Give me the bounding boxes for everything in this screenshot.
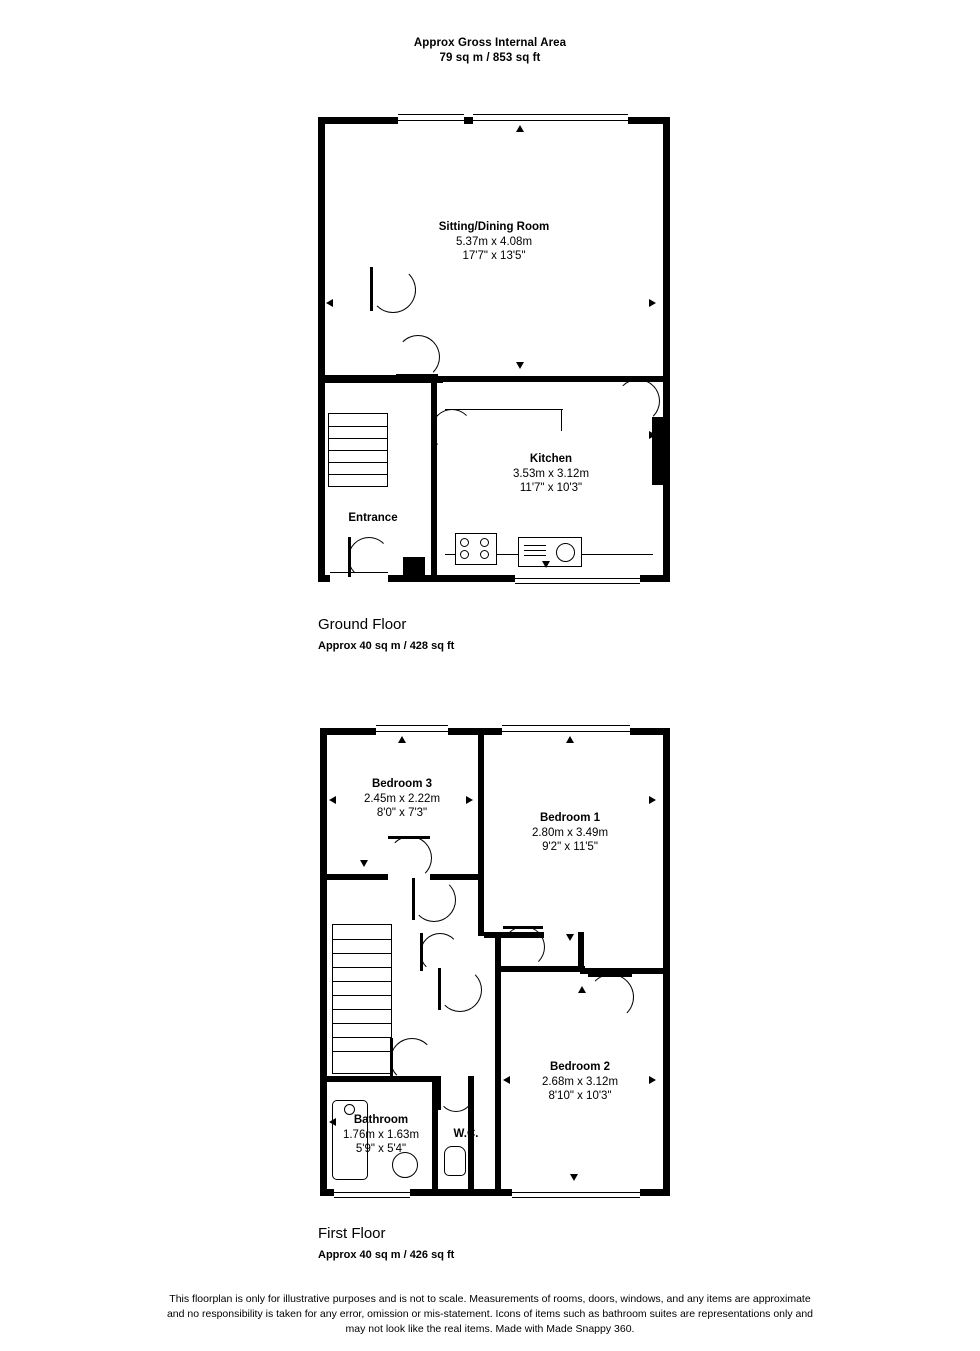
ff-door-landing-upper-leaf (412, 878, 415, 920)
ff-door-bedroom2 (588, 974, 634, 1020)
ff-door-landing-lower (438, 968, 482, 1012)
gf-kitchen-counter-right (561, 409, 562, 431)
ff-room-name: Bedroom 2 (549, 1061, 611, 1073)
ff-stair-step (333, 995, 391, 996)
first-floor-title: First Floor (318, 1225, 386, 1242)
first-floor-subtitle: Approx 40 sq m / 426 sq ft (318, 1249, 455, 1261)
ff-door-bedroom3 (388, 836, 432, 880)
ff-room-metric: 2.45m x 2.22m (363, 792, 441, 805)
gf-staircase (328, 413, 388, 487)
ff-door-bedroom1 (503, 926, 545, 968)
gf-stair-step (329, 450, 387, 451)
ff-wall-bed1-left (478, 878, 484, 936)
gf-room-metric: 3.53m x 3.12m (512, 467, 590, 480)
gf-window-kitchen-line (515, 578, 640, 579)
gf-stair-step (329, 438, 387, 439)
gf-kitchen-drainer-2 (524, 550, 546, 551)
gf-kitchen-drainer-3 (524, 555, 546, 556)
ff-room-name: Bathroom (353, 1114, 409, 1126)
gf-wall-left-lower (318, 382, 325, 582)
ff-stair-step (333, 953, 391, 954)
ff-door-landing-lower-leaf (438, 968, 441, 1010)
ff-room-imperial: 8'10" x 10'3" (548, 1090, 612, 1102)
gf-door-back (616, 379, 660, 423)
ff-window-bottom-left-line (334, 1192, 410, 1193)
gf-door-sitting-to-hall-leaf (370, 267, 373, 311)
gf-arrow-kitchen-bottom (542, 561, 550, 568)
ff-window-bottom-left-sill (334, 1197, 410, 1198)
gf-door-back-leaf (616, 379, 658, 382)
gf-wall-kitchen-right-notch (652, 417, 663, 485)
gross-area-value: 79 sq m / 853 sq ft (439, 52, 541, 64)
ff-stair-step (333, 1051, 391, 1052)
ff-door-bedroom3-leaf (388, 836, 430, 839)
gf-window-top-right-sill (473, 114, 628, 115)
ff-stair-step (333, 967, 391, 968)
ff-door-cupboard (420, 933, 460, 973)
ff-window-top-right-sill (502, 725, 630, 726)
ff-stair-step (333, 981, 391, 982)
ff-room-metric: 2.68m x 3.12m (541, 1075, 619, 1088)
gf-kitchen-sink-bowl (556, 543, 575, 562)
ff-stair-step (333, 939, 391, 940)
ff-window-bottom-right-line (512, 1192, 640, 1193)
disclaimer-line-1: This floorplan is only for illustrative purposes and is not to scale. Measurements of rooms, doors, windows, and any items are approximate (169, 1293, 811, 1305)
gf-front-door-leaf (348, 537, 351, 577)
gf-wall-right (663, 117, 670, 582)
ff-stair-step (333, 1009, 391, 1010)
gf-door-hall-kitchen (431, 409, 473, 451)
gf-window-kitchen-sill (515, 583, 640, 584)
gf-room-name: Sitting/Dining Room (438, 221, 550, 233)
ff-arrow-bed3-top (398, 736, 406, 743)
ff-room-metric: 1.76m x 1.63m (342, 1128, 420, 1141)
ff-staircase (332, 924, 392, 1074)
disclaimer-line-2: and no responsibility is taken for any error, omission or mis-statement. Icons of items such as bathroom suites are representations only and (166, 1308, 814, 1320)
gross-area-header (0, 36, 980, 66)
gf-hob-burner-3 (460, 550, 469, 559)
ff-door-wc-leaf (438, 1076, 441, 1110)
gross-area-label: Approx Gross Internal Area (413, 37, 567, 49)
ff-stair-step (333, 1023, 391, 1024)
gf-hob-burner-4 (480, 550, 489, 559)
gf-stair-step (329, 474, 387, 475)
gf-room-imperial: 17'7" x 13'5" (462, 250, 526, 262)
ff-room-imperial: 5'9" x 5'4" (355, 1143, 407, 1155)
gf-kitchen-counter-top (445, 409, 563, 410)
gf-arrow-sitting-right (649, 299, 656, 307)
disclaimer-line-3: may not look like the real items. Made with Made Snappy 360. (345, 1323, 635, 1335)
gf-arrow-kitchen-right (649, 431, 656, 439)
ff-wall-cupboard-v (578, 932, 584, 972)
gf-window-top-right-line (473, 120, 628, 121)
ff-wall-bed3-bottom (320, 874, 388, 880)
gf-room-metric: 5.37m x 4.08m (455, 235, 533, 248)
ff-door-bathroom (390, 1038, 434, 1082)
gf-room-name: Entrance (348, 512, 398, 524)
gf-arrow-sitting-bottom (516, 362, 524, 369)
ff-arrow-bed2-top (578, 986, 586, 993)
ff-door-cupboard-leaf (420, 933, 423, 971)
gf-stair-step (329, 426, 387, 427)
ff-room-name: Bedroom 3 (371, 778, 433, 790)
gf-door-hall-to-sitting-leaf (396, 374, 438, 377)
ground-floor-title: Ground Floor (318, 616, 407, 633)
ff-arrow-bed3-bottom (360, 860, 368, 867)
gf-door-hall-kitchen-leaf (431, 409, 434, 449)
ff-room-label-bedroom1 (490, 811, 650, 855)
ground-floor-subtitle: Approx 40 sq m / 428 sq ft (318, 640, 455, 652)
ff-stair-step (333, 1037, 391, 1038)
ff-window-top-left-sill (376, 725, 448, 726)
ff-wall-right (663, 728, 670, 1196)
ff-arrow-bed1-right (649, 796, 656, 804)
gf-front-door-swing (348, 537, 390, 579)
gf-wall-front-door-stub (403, 557, 425, 577)
gf-window-top-left-sill (398, 114, 464, 115)
ff-arrow-bed1-bottom (566, 934, 574, 941)
ff-room-label-bedroom3 (322, 777, 482, 821)
gf-room-label-kitchen (455, 452, 647, 496)
ff-wall-bed1-bottom-3 (495, 966, 585, 972)
ff-door-landing-upper (412, 878, 456, 922)
disclaimer (0, 1292, 980, 1337)
ff-window-top-right-line (502, 731, 630, 732)
gf-stair-step (329, 462, 387, 463)
gf-hob-burner-1 (460, 538, 469, 547)
gf-room-name: Kitchen (529, 453, 573, 465)
ff-room-label-bedroom2 (500, 1060, 660, 1104)
gf-room-label-entrance (318, 512, 428, 524)
gf-room-label-sitting-dining (398, 220, 590, 264)
ff-door-bedroom2-leaf (588, 974, 632, 977)
gf-door-hall-to-sitting (396, 335, 440, 379)
ff-room-name: Bedroom 1 (539, 812, 601, 824)
ff-door-bathroom-leaf (390, 1038, 393, 1080)
gf-door-sitting-to-hall (370, 267, 416, 313)
ff-arrow-bed2-bottom (570, 1174, 578, 1181)
ff-arrow-bed1-top (566, 736, 574, 743)
ff-window-top-left-line (376, 731, 448, 732)
ff-window-bottom-right-sill (512, 1197, 640, 1198)
ff-room-name: W.C. (453, 1128, 479, 1140)
gf-wall-left-upper (318, 117, 325, 382)
ff-room-imperial: 9'2" x 11'5" (542, 841, 598, 853)
ff-room-label-wc (432, 1128, 500, 1140)
gf-arrow-sitting-left (326, 299, 333, 307)
ff-room-metric: 2.80m x 3.49m (531, 826, 609, 839)
gf-hob-burner-2 (480, 538, 489, 547)
ff-door-wc (438, 1076, 474, 1112)
gf-window-top-left-line (398, 120, 464, 121)
gf-room-imperial: 11'7" x 10'3" (519, 482, 583, 494)
gf-arrow-sitting-top (516, 125, 524, 132)
gf-kitchen-drainer-1 (524, 545, 546, 546)
ff-room-imperial: 8'0" x 7'3" (376, 807, 428, 819)
gf-wall-hall-kitchen (431, 376, 437, 576)
ff-door-bedroom1-leaf (503, 926, 543, 929)
